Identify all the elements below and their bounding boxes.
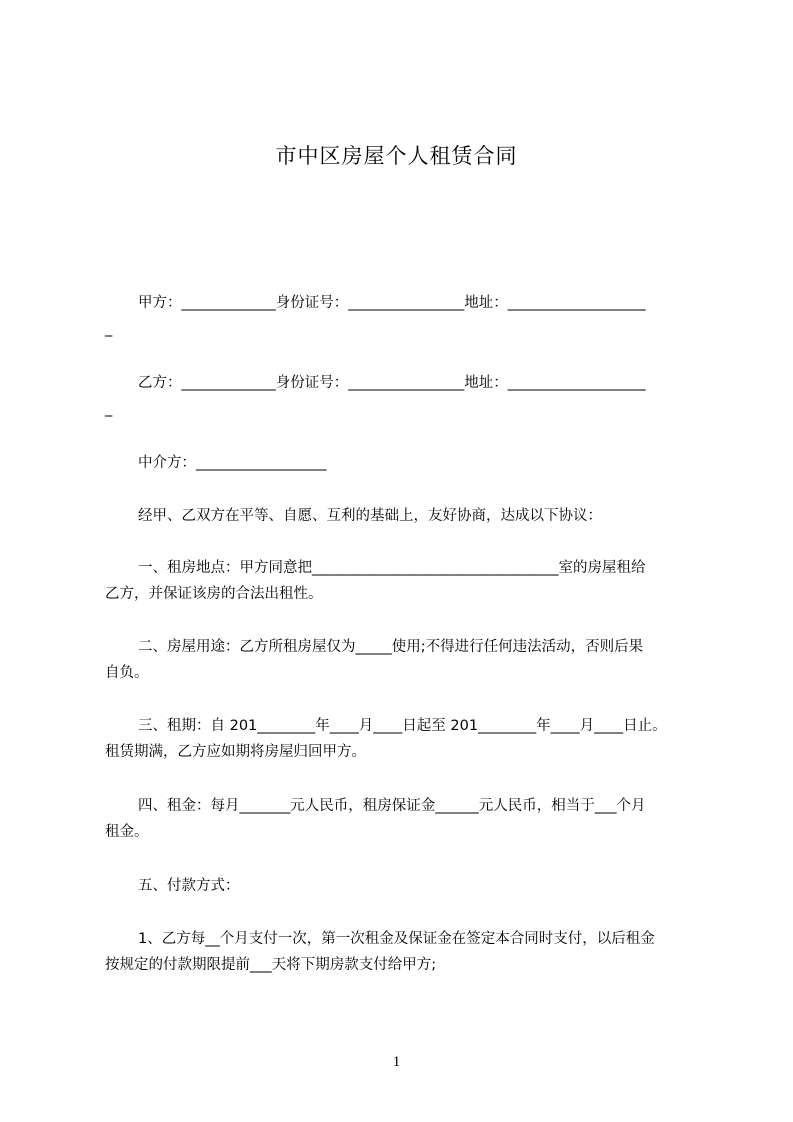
party-b-line-1: 乙方：_____________身份证号：________________地址：___________________ (138, 375, 646, 391)
clause-3-line-2: 租赁期满，乙方应如期将房屋归回甲方。 (105, 744, 366, 760)
clause-5-item-1-paragraph (105, 926, 705, 978)
clause-2-line-1: 二、房屋用途：乙方所租房屋仅为_____使用;不得进行任何违法活动，否则后果 (138, 639, 644, 655)
clause-4-line-1: 四、租金：每月_______元人民币，租房保证金______元人民币，相当于___个月 (138, 798, 646, 814)
party-b-line-2: _ (105, 401, 113, 417)
clause-1-line-2: 乙方，并保证该房的合法出租性。 (105, 586, 323, 602)
intermediary-paragraph (105, 450, 705, 476)
clause-5-item-1-line-2: 按规定的付款期限提前___天将下期房款支付给甲方; (105, 957, 437, 973)
party-b-paragraph (105, 370, 705, 422)
clause-5-item-1-line-1: 1、乙方每__个月支付一次，第一次租金及保证金在签定本合同时支付，以后租金 (138, 931, 655, 947)
clause-1-line-1: 一、租房地点：甲方同意把__________________________________室的房屋租给 (138, 560, 646, 576)
clause-3-line-1: 三、租期：自 201________年____月____日起至 201________年____月____日止。 (138, 718, 667, 734)
preamble-line: 经甲、乙双方在平等、自愿、互利的基础上，友好协商，达成以下协议： (138, 508, 602, 524)
clause-3-paragraph (105, 713, 705, 765)
clause-4-line-2: 租金。 (105, 824, 149, 840)
clause-2-paragraph (105, 634, 705, 686)
party-a-line-2: _ (105, 321, 113, 337)
preamble-paragraph (105, 503, 705, 529)
clause-5-heading-paragraph (105, 873, 705, 899)
clause-2-line-2: 自负。 (105, 665, 149, 681)
party-a-line-1: 甲方：_____________身份证号：________________地址：___________________ (138, 295, 646, 311)
intermediary-line: 中介方：__________________ (138, 455, 327, 471)
document-title: 市中区房屋个人租赁合同 (275, 144, 518, 168)
page-number: 1 (392, 1054, 401, 1070)
party-a-paragraph (105, 290, 705, 342)
clause-1-paragraph (105, 555, 705, 607)
clause-4-paragraph (105, 793, 705, 845)
clause-5-heading: 五、付款方式： (138, 878, 240, 894)
